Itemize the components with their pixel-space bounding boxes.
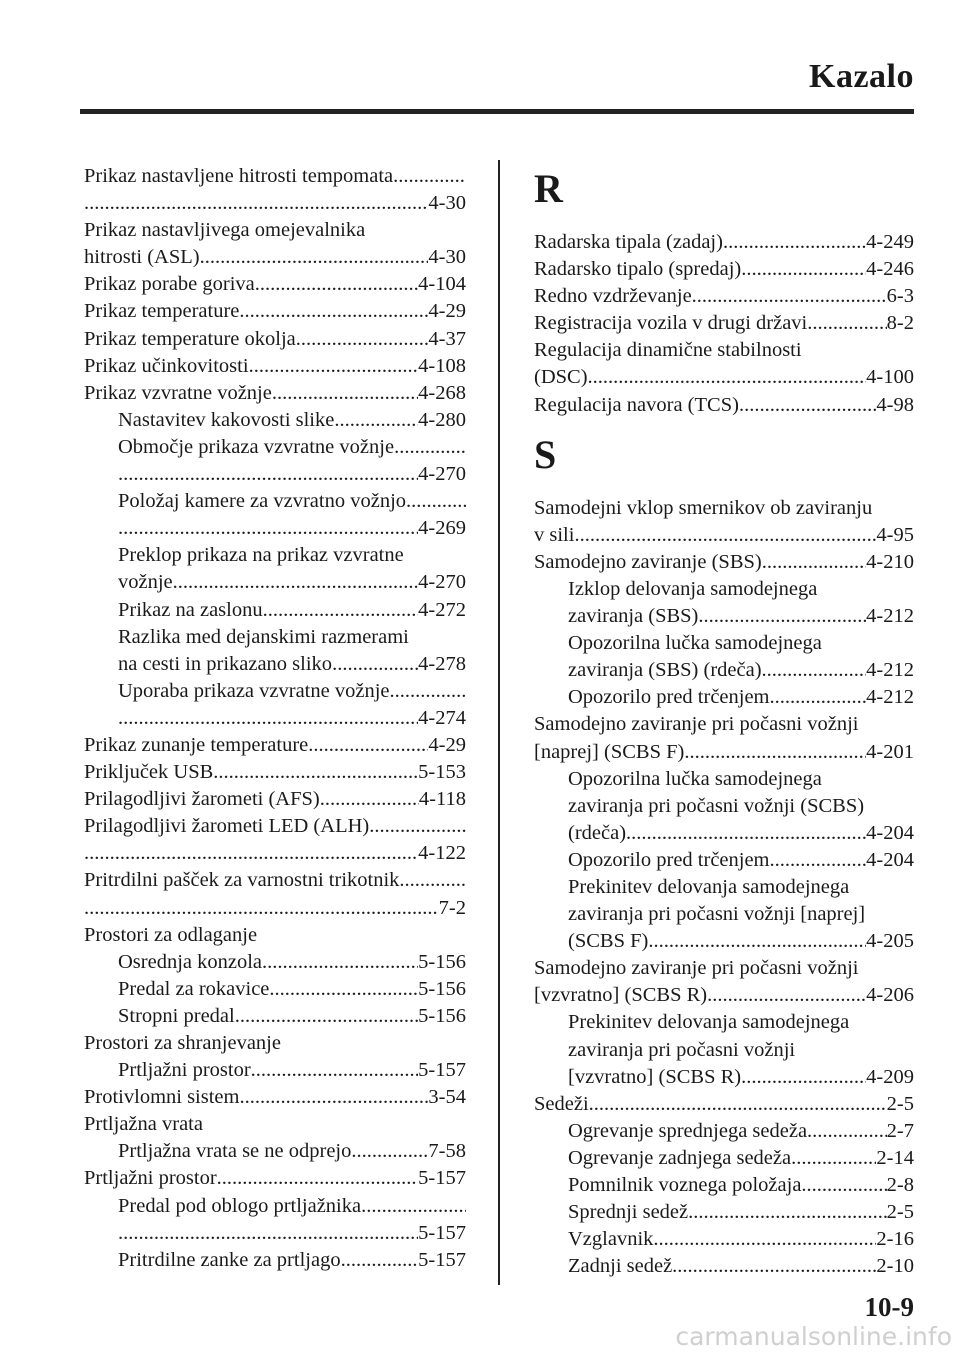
index-subentry bbox=[84, 461, 466, 488]
index-subentry bbox=[84, 569, 466, 596]
dot-leader bbox=[399, 867, 466, 894]
index-subentry bbox=[84, 949, 466, 976]
index-entry bbox=[534, 1091, 914, 1118]
entry-text: hitrosti (ASL) bbox=[84, 246, 200, 269]
index-column-left bbox=[84, 163, 466, 1274]
dot-leader bbox=[791, 1145, 876, 1172]
entry-text: Nastavitev kakovosti slike bbox=[118, 408, 335, 431]
dot-leader bbox=[684, 739, 866, 766]
page-reference: 5-157 bbox=[418, 1059, 466, 1082]
dot-leader bbox=[672, 1253, 876, 1280]
index-subentry bbox=[84, 976, 466, 1003]
dot-leader bbox=[341, 1247, 419, 1274]
page-reference: 4-270 bbox=[418, 463, 466, 486]
entry-text: Stropni predal bbox=[118, 1004, 235, 1027]
index-entry bbox=[84, 1084, 466, 1111]
index-entry bbox=[534, 392, 914, 419]
entry-text: na cesti in prikazano sliko bbox=[118, 652, 333, 675]
page-reference: 4-212 bbox=[866, 605, 914, 628]
entry-text: Pritrdilne zanke za prtljago bbox=[118, 1248, 341, 1271]
entry-text: Predal za rokavice bbox=[118, 977, 270, 1000]
entry-text: Uporaba prikaza vzvratne vožnje bbox=[118, 679, 390, 702]
index-entry bbox=[84, 353, 466, 380]
index-subentry bbox=[84, 515, 466, 542]
index-subentry bbox=[534, 1253, 914, 1280]
dot-leader bbox=[84, 190, 428, 217]
index-entry bbox=[84, 840, 466, 867]
dot-leader bbox=[653, 1226, 876, 1253]
page-reference: 2-7 bbox=[886, 1119, 914, 1142]
entry-text: (rdeča) bbox=[568, 821, 627, 844]
entry-text: Opozorilna lučka samodejnega bbox=[568, 767, 822, 790]
entry-text: zaviranja pri počasni vožnji (SCBS) bbox=[568, 794, 865, 817]
dot-leader bbox=[807, 1118, 887, 1145]
index-entry bbox=[534, 955, 914, 982]
index-subentry bbox=[84, 705, 466, 732]
entry-text: (DSC) bbox=[534, 366, 588, 389]
index-subentry bbox=[534, 1226, 914, 1253]
entry-text: Samodejno zaviranje (SBS) bbox=[534, 550, 762, 573]
dot-leader bbox=[308, 732, 428, 759]
index-entry bbox=[84, 244, 466, 271]
entry-text: Prostori za odlaganje bbox=[84, 923, 258, 946]
page-reference: 4-204 bbox=[866, 848, 914, 871]
entry-text: Preklop prikaza na prikaz vzvratne bbox=[118, 544, 404, 567]
dot-leader bbox=[239, 298, 428, 325]
dot-leader bbox=[213, 759, 418, 786]
entry-text: Prekinitev delovanja samodejnega bbox=[568, 1011, 850, 1034]
dot-leader bbox=[770, 684, 867, 711]
page-reference: 4-122 bbox=[418, 842, 466, 865]
page-reference: 4-205 bbox=[866, 930, 914, 953]
index-entry bbox=[84, 1030, 466, 1057]
index-subentry bbox=[534, 684, 914, 711]
index-subentry bbox=[534, 1009, 914, 1036]
page-reference: 6-3 bbox=[886, 285, 914, 308]
dot-leader bbox=[369, 813, 466, 840]
entry-text: Opozorilo pred trčenjem bbox=[568, 848, 770, 871]
index-subentry bbox=[534, 1118, 914, 1145]
index-subentry bbox=[534, 901, 914, 928]
column-divider bbox=[498, 160, 500, 1285]
page-reference: 4-30 bbox=[428, 192, 466, 215]
page-reference: 2-5 bbox=[886, 1201, 914, 1224]
entry-text: Predal pod oblogo prtljažnika bbox=[118, 1194, 362, 1217]
entry-text: Radarska tipala (zadaj) bbox=[534, 231, 723, 253]
section-letter: S bbox=[534, 431, 557, 477]
dot-leader bbox=[118, 705, 418, 732]
index-entry bbox=[534, 522, 914, 549]
entry-text: Izklop delovanja samodejnega bbox=[568, 577, 818, 600]
entry-text: Prikaz nastavljivega omejevalnika bbox=[84, 219, 366, 242]
index-entry bbox=[84, 759, 466, 786]
entry-text: Sprednji sedež bbox=[568, 1201, 689, 1224]
index-subentry bbox=[534, 657, 914, 684]
page-reference: 4-104 bbox=[418, 273, 466, 296]
index-entry bbox=[534, 229, 914, 256]
dot-leader bbox=[251, 1057, 419, 1084]
page-reference: 2-5 bbox=[886, 1092, 914, 1115]
index-subentry bbox=[84, 1220, 466, 1247]
index-entry bbox=[84, 271, 466, 298]
entry-text: Redno vzdrževanje bbox=[534, 285, 692, 308]
index-entry bbox=[534, 283, 914, 310]
index-entry bbox=[534, 739, 914, 766]
page-reference: 5-157 bbox=[418, 1248, 466, 1271]
header-rule bbox=[80, 109, 914, 114]
index-subentry bbox=[534, 1199, 914, 1226]
index-subentry bbox=[534, 1172, 914, 1199]
page-reference: 4-118 bbox=[418, 788, 466, 811]
index-entry bbox=[534, 310, 914, 337]
watermark: carmanualsonline.info bbox=[675, 1322, 952, 1351]
entry-text: zaviranja (SBS) (rdeča) bbox=[568, 659, 762, 682]
entry-text: Registracija vozila v drugi državi bbox=[534, 312, 808, 335]
index-entry bbox=[534, 982, 914, 1009]
index-subentry bbox=[534, 820, 914, 847]
entry-text: Opozorilo pred trčenjem bbox=[568, 686, 770, 709]
index-subentry bbox=[84, 542, 466, 569]
index-entry bbox=[84, 298, 466, 325]
dot-leader bbox=[698, 603, 866, 630]
page-reference: 5-156 bbox=[418, 977, 466, 1000]
entry-text: Regulacija navora (TCS) bbox=[534, 393, 739, 416]
entry-text: Prostori za shranjevanje bbox=[84, 1032, 281, 1054]
dot-leader bbox=[262, 949, 418, 976]
index-subentry bbox=[84, 651, 466, 678]
page-reference: 7-58 bbox=[428, 1140, 466, 1163]
page-reference: 4-100 bbox=[866, 366, 914, 389]
entry-text: Sedeži bbox=[534, 1092, 589, 1115]
dot-leader bbox=[118, 461, 418, 488]
page-reference: 8-2 bbox=[886, 312, 914, 335]
entry-text: Prikaz zunanje temperature bbox=[84, 733, 309, 756]
page-reference: 4-37 bbox=[428, 327, 466, 350]
entry-text: Prikaz vzvratne vožnje bbox=[84, 381, 272, 404]
page-reference: 4-108 bbox=[418, 354, 466, 377]
dot-leader bbox=[263, 597, 419, 624]
page-reference: 4-212 bbox=[866, 659, 914, 682]
page-reference: 2-10 bbox=[876, 1255, 914, 1278]
page-reference: 2-14 bbox=[876, 1146, 914, 1169]
dot-leader bbox=[235, 1003, 418, 1030]
index-entry bbox=[84, 326, 466, 353]
page-reference: 4-210 bbox=[866, 550, 914, 573]
dot-leader bbox=[239, 1084, 428, 1111]
index-entry bbox=[84, 867, 466, 894]
dot-leader bbox=[707, 982, 866, 1009]
index-entry bbox=[84, 922, 466, 949]
index-entry bbox=[84, 380, 466, 407]
dot-leader bbox=[723, 229, 866, 256]
index-subentry bbox=[84, 624, 466, 651]
index-subentry bbox=[534, 1145, 914, 1172]
index-entry bbox=[84, 1165, 466, 1192]
index-subentry bbox=[84, 1193, 466, 1220]
index-entry bbox=[84, 217, 466, 244]
dot-leader bbox=[173, 569, 419, 596]
entry-text: zaviranja pri počasni vožnji [naprej] bbox=[568, 903, 866, 926]
index-entry bbox=[534, 364, 914, 391]
dot-leader bbox=[272, 380, 418, 407]
dot-leader bbox=[394, 434, 466, 461]
index-column-right bbox=[534, 163, 914, 1280]
entry-text: [naprej] (SCBS F) bbox=[534, 740, 685, 763]
dot-leader bbox=[807, 310, 886, 337]
index-subentry bbox=[534, 766, 914, 793]
page-reference: 4-274 bbox=[418, 706, 466, 729]
page-reference: 4-201 bbox=[866, 740, 914, 763]
index-subentry bbox=[84, 407, 466, 434]
entry-text: Prikaz temperature okolja bbox=[84, 327, 296, 350]
index-subentry bbox=[534, 630, 914, 657]
page-reference: 4-270 bbox=[418, 571, 466, 594]
dot-leader bbox=[332, 651, 418, 678]
page-reference: 4-209 bbox=[866, 1065, 914, 1088]
index-subentry bbox=[84, 1247, 466, 1274]
page-reference: 4-29 bbox=[428, 733, 466, 756]
page-reference: 4-269 bbox=[418, 517, 466, 540]
index-entry bbox=[534, 256, 914, 283]
entry-text: zaviranja pri počasni vožnji bbox=[568, 1038, 796, 1061]
entry-text: Prikaz porabe goriva bbox=[84, 273, 255, 296]
index-subentry bbox=[84, 678, 466, 705]
index-entry bbox=[84, 813, 466, 840]
dot-leader bbox=[406, 488, 466, 515]
page-reference: 4-278 bbox=[418, 652, 466, 675]
entry-text: Pritrdilni pašček za varnostni trikotnik bbox=[84, 869, 400, 892]
entry-text: Prtljažna vrata se ne odprejo bbox=[118, 1140, 352, 1163]
entry-text: Prikaz na zaslonu bbox=[118, 598, 263, 621]
dot-leader bbox=[574, 522, 876, 549]
page-reference: 4-249 bbox=[866, 231, 914, 253]
dot-leader bbox=[688, 1199, 887, 1226]
index-entry bbox=[534, 495, 914, 522]
dot-leader bbox=[351, 1138, 428, 1165]
index-subentry bbox=[534, 847, 914, 874]
entry-text: vožnje bbox=[118, 571, 173, 594]
entry-text: Ogrevanje sprednjega sedeža bbox=[568, 1119, 808, 1142]
entry-text: [vzvratno] (SCBS R) bbox=[534, 984, 708, 1007]
index-subentry bbox=[534, 793, 914, 820]
page-reference: 5-157 bbox=[418, 1167, 466, 1190]
page-reference: 2-16 bbox=[876, 1228, 914, 1251]
dot-leader bbox=[648, 928, 866, 955]
page-reference: 5-157 bbox=[418, 1221, 466, 1244]
page-reference: 4-272 bbox=[418, 598, 466, 621]
index-entry bbox=[84, 190, 466, 217]
page-reference: 5-156 bbox=[418, 950, 466, 973]
entry-text: Območje prikaza vzvratne vožnje bbox=[118, 435, 395, 458]
entry-text: Prikaz nastavljene hitrosti tempomata bbox=[84, 165, 394, 187]
page-number: 10-9 bbox=[864, 1292, 914, 1322]
dot-leader bbox=[739, 392, 876, 419]
dot-leader bbox=[692, 283, 887, 310]
entry-text: Prilagodljivi žarometi LED (ALH) bbox=[84, 815, 370, 838]
index-subentry bbox=[534, 874, 914, 901]
dot-leader bbox=[84, 840, 418, 867]
dot-leader bbox=[741, 1064, 866, 1091]
entry-text: Samodejni vklop smernikov ob zaviranju bbox=[534, 496, 873, 519]
index-subentry bbox=[84, 1003, 466, 1030]
page-reference: 4-280 bbox=[418, 408, 466, 431]
page-reference: 4-95 bbox=[876, 523, 914, 546]
index-subentry bbox=[534, 576, 914, 603]
dot-leader bbox=[626, 820, 866, 847]
dot-leader bbox=[762, 549, 866, 576]
dot-leader bbox=[801, 1172, 886, 1199]
page-reference: 4-30 bbox=[428, 246, 466, 269]
entry-text: Protivlomni sistem bbox=[84, 1086, 240, 1109]
entry-text: [vzvratno] (SCBS R) bbox=[568, 1065, 742, 1088]
entry-text: Prikaz učinkovitosti bbox=[84, 354, 249, 377]
entry-text: Prtljažni prostor bbox=[118, 1059, 251, 1082]
dot-leader bbox=[393, 163, 466, 190]
dot-leader bbox=[255, 271, 418, 298]
page-reference: 4-246 bbox=[866, 258, 914, 281]
page-reference: 5-153 bbox=[418, 761, 466, 784]
dot-leader bbox=[118, 1220, 418, 1247]
entry-text: Prilagodljivi žarometi (AFS) bbox=[84, 788, 320, 811]
dot-leader bbox=[588, 364, 867, 391]
index-subentry bbox=[534, 928, 914, 955]
index-subentry bbox=[84, 434, 466, 461]
page-reference: 4-204 bbox=[866, 821, 914, 844]
dot-leader bbox=[249, 353, 419, 380]
entry-text: Prekinitev delovanja samodejnega bbox=[568, 875, 850, 898]
index-entry bbox=[534, 711, 914, 738]
entry-text: Zadnji sedež bbox=[568, 1255, 673, 1278]
entry-text: Vzglavnik bbox=[568, 1228, 654, 1251]
entry-text: Samodejno zaviranje pri počasni vožnji bbox=[534, 957, 859, 980]
entry-text: zaviranja (SBS) bbox=[568, 605, 699, 628]
entry-text: (SCBS F) bbox=[568, 930, 649, 953]
dot-leader bbox=[296, 326, 429, 353]
dot-leader bbox=[118, 515, 418, 542]
entry-text: Samodejno zaviranje pri počasni vožnji bbox=[534, 713, 859, 736]
page-reference: 7-2 bbox=[438, 896, 466, 919]
dot-leader bbox=[762, 657, 867, 684]
dot-leader bbox=[361, 1193, 466, 1220]
index-entry bbox=[534, 549, 914, 576]
index-subentry bbox=[534, 603, 914, 630]
dot-leader bbox=[770, 847, 867, 874]
dot-leader bbox=[589, 1091, 887, 1118]
page-reference: 4-29 bbox=[428, 300, 466, 323]
entry-text: Priključek USB bbox=[84, 761, 214, 784]
entry-text: Ogrevanje zadnjega sedeža bbox=[568, 1146, 792, 1169]
entry-text: Osrednja konzola bbox=[118, 950, 263, 973]
dot-leader bbox=[334, 407, 418, 434]
entry-text: Prtljažna vrata bbox=[84, 1113, 203, 1136]
section-letter: R bbox=[534, 166, 563, 211]
page-reference: 5-156 bbox=[418, 1004, 466, 1027]
page-reference: 2-8 bbox=[886, 1174, 914, 1196]
dot-leader bbox=[84, 895, 439, 922]
entry-text: v sili bbox=[534, 523, 575, 546]
dot-leader bbox=[269, 976, 418, 1003]
index-entry bbox=[84, 895, 466, 922]
entry-text: Položaj kamere za vzvratno vožnjo bbox=[118, 490, 407, 513]
entry-text: Pomnilnik voznega položaja bbox=[568, 1174, 802, 1196]
entry-text: Regulacija dinamične stabilnosti bbox=[534, 339, 802, 362]
entry-text: Prikaz temperature bbox=[84, 300, 240, 323]
index-subentry bbox=[534, 1064, 914, 1091]
page-reference: 4-268 bbox=[418, 381, 466, 404]
index-entry bbox=[84, 786, 466, 813]
index-subentry bbox=[84, 488, 466, 515]
index-subentry bbox=[84, 1138, 466, 1165]
index-entry bbox=[84, 732, 466, 759]
dot-leader bbox=[390, 678, 467, 705]
dot-leader bbox=[200, 244, 429, 271]
dot-leader bbox=[741, 256, 866, 283]
entry-text: Opozorilna lučka samodejnega bbox=[568, 632, 822, 655]
index-subentry bbox=[84, 597, 466, 624]
dot-leader bbox=[217, 1165, 419, 1192]
index-entry bbox=[84, 1111, 466, 1138]
index-subentry bbox=[534, 1037, 914, 1064]
page-reference: 4-212 bbox=[866, 686, 914, 709]
page-reference: 4-98 bbox=[876, 393, 914, 416]
page-reference: 4-206 bbox=[866, 984, 914, 1007]
index-entry bbox=[84, 163, 466, 190]
entry-text: Radarsko tipalo (spredaj) bbox=[534, 258, 742, 281]
entry-text: Razlika med dejanskimi razmerami bbox=[118, 625, 409, 648]
entry-text: Prtljažni prostor bbox=[84, 1167, 217, 1190]
dot-leader bbox=[320, 786, 419, 813]
page-reference: 3-54 bbox=[428, 1086, 466, 1109]
page-title: Kazalo bbox=[809, 58, 914, 95]
index-entry bbox=[534, 337, 914, 364]
index-subentry bbox=[84, 1057, 466, 1084]
